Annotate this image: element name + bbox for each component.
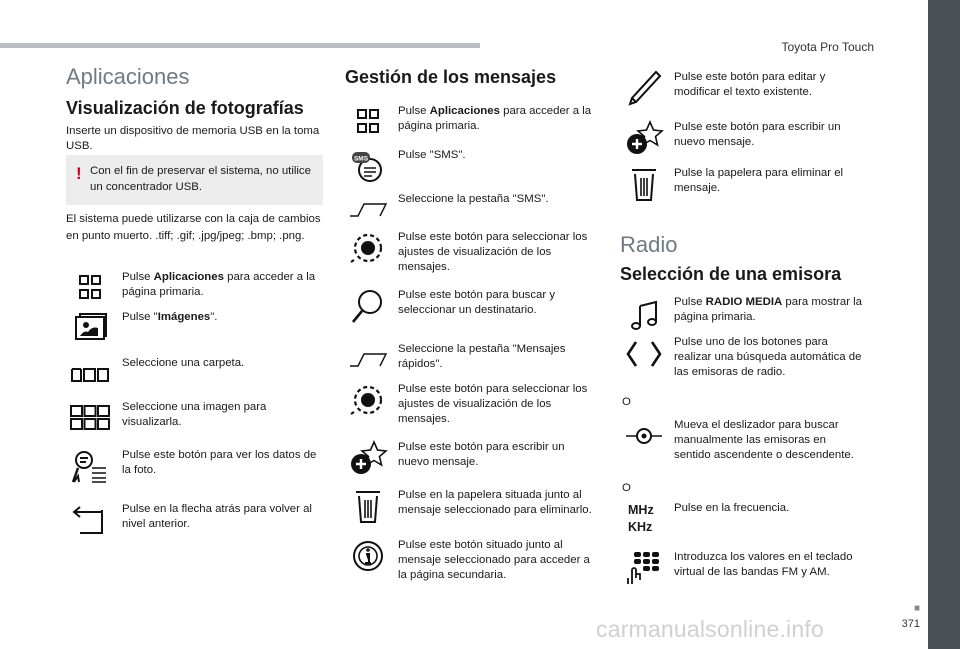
or-separator-1: O [622,396,631,408]
sms-icon [348,146,388,186]
settings-icon [348,380,388,420]
back-arrow-icon [70,500,110,540]
header-rule [0,43,480,48]
subtitle-fotografias: Visualización de fotografías [66,98,304,118]
step-text-post: ". [210,311,218,323]
step-text-pre: Pulse este botón para ver los datos de la foto. [122,449,317,476]
step-text [674,166,860,196]
step-text-pre: Pulse este botón para escribir un nuevo mensaje. [674,121,841,148]
frequency-icon [624,498,664,538]
section-title-aplicaciones: Aplicaciones [66,64,190,89]
step-text-pre: Pulse este botón para escribir un nuevo mensaje. [398,441,565,468]
step-text-pre: Seleccione la pestaña "SMS". [398,193,549,205]
step-text [674,295,864,325]
step-text [398,288,594,318]
step-text-pre: Pulse este botón situado junto al mensaje seleccionado para acceder a la página secundaria. [398,539,590,581]
page-side-tab [928,0,960,649]
step-text-pre: Pulse la papelera para eliminar el mensaje. [674,167,844,194]
step-text [122,448,318,478]
images-icon [70,308,110,348]
step-text-pre: Pulse uno de los botones para realizar una búsqueda automática de las emisoras de radio. [674,336,862,378]
step-text [398,342,594,372]
keypad-icon [624,548,664,588]
step-text-post: para acceder a la página primaria. [122,271,316,298]
title-gestion-mensajes: Gestión de los mensajes [345,67,557,87]
step-text-post: para mostrar la página primaria. [674,296,863,323]
step-text-pre: Pulse en la flecha atrás para volver al nivel anterior. [122,503,312,530]
step-text [398,104,594,134]
formats-text: El sistema puede utilizarse con la caja de cambios en punto muerto. .tiff; .gif; .jpg/jpeg; .bmp; .png. [66,213,321,242]
step-text [398,440,594,470]
step-text-bold: Aplicaciones [429,105,500,117]
music-note-icon [624,294,664,334]
warning-box [66,155,323,205]
step-text-pre: Pulse este botón para seleccionar los ajustes de visualización de los mensajes. [398,231,588,273]
step-text [674,335,864,380]
step-text [398,192,594,207]
step-text [398,230,594,275]
search-list-icon [70,446,110,486]
step-text-pre: Pulse este botón para editar y modificar el texto existente. [674,71,826,98]
settings-icon [348,228,388,268]
step-text [122,356,318,371]
khz-label: KHz [628,520,653,534]
page-dot: ■ [913,603,920,614]
slider-icon [624,416,664,456]
step-text [122,400,318,430]
section-title-radio: Radio [620,232,678,257]
step-text [398,148,594,163]
step-text [674,120,860,150]
step-text-pre: Pulse [398,105,430,117]
chevrons-icon [624,334,664,374]
trash-icon [624,164,664,204]
or-separator-2: O [622,482,631,494]
step-text [122,502,318,532]
step-text [674,70,860,100]
page-number [902,604,920,630]
tab-icon [348,340,388,380]
step-text [398,382,594,427]
step-text-pre: Seleccione la pestaña "Mensajes rápidos". [398,343,566,370]
step-text [122,270,318,300]
step-text-pre: Seleccione una carpeta. [122,357,245,369]
step-text-pre: Pulse en la papelera situada junto al mensaje seleccionado para eliminarlo. [398,489,592,516]
step-text-post: para acceder a la página primaria. [398,105,592,132]
add-star-icon [624,118,664,158]
search-icon [348,286,388,326]
step-text [674,418,864,463]
tab-icon [348,190,388,230]
brand-label: Toyota Pro Touch [781,40,874,54]
step-text [398,538,594,583]
warning-icon: ! [76,164,82,183]
step-text-pre: Pulse "SMS". [398,149,466,161]
folder-tabs-icon [70,354,110,394]
step-text [674,501,864,516]
step-text-pre: Introduzca los valores en el teclado virtual de las bandas FM y AM. [674,551,853,578]
step-text-bold: Aplicaciones [153,271,224,283]
apps-grid-icon [70,268,110,308]
step-text-pre: Mueva el deslizador para buscar manualmente las emisoras en sentido ascendente o descendente. [674,419,854,461]
image-grid-icon [70,398,110,438]
mhz-label: MHz [628,503,654,517]
svg-text:SMS: SMS [353,155,369,163]
page-number-text: 371 [901,618,920,630]
info-icon [348,536,388,576]
step-text-pre: Pulse en la frecuencia. [674,502,790,514]
step-text-pre: Pulse [122,271,154,283]
add-star-icon [348,438,388,478]
warning-text: Con el fin de preservar el sistema, no utilice un concentrador USB. [90,165,311,193]
step-text [398,488,594,518]
step-text-pre: Pulse " [122,311,158,323]
watermark: carmanualsonline.info [596,616,824,642]
trash-icon [348,486,388,526]
subtitle-seleccion-emisora: Selección de una emisora [620,264,842,284]
step-text-pre: Pulse [674,296,706,308]
step-text-pre: Pulse este botón para seleccionar los ajustes de visualización de los mensajes. [398,383,588,425]
pencil-icon [624,68,664,108]
step-text [674,550,864,580]
step-text-bold: Imágenes [157,311,211,323]
step-text-pre: Seleccione una imagen para visualizarla. [122,401,267,428]
step-text-pre: Pulse este botón para buscar y seleccionar un destinatario. [398,289,556,316]
intro-text: Inserte un dispositivo de memoria USB en la toma USB. [66,125,320,152]
apps-grid-icon [348,102,388,142]
step-text-bold: RADIO MEDIA [705,296,783,308]
step-text [122,310,318,325]
